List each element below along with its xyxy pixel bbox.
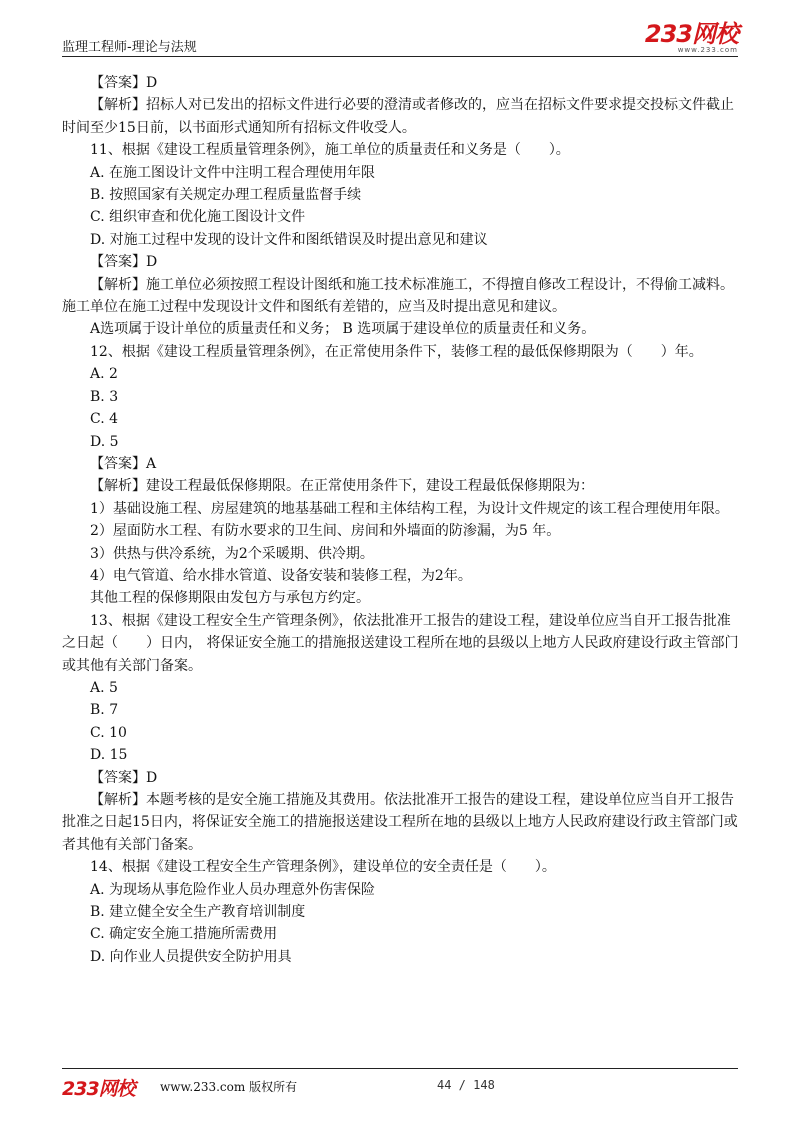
text-line: 【解析】施工单位必须按照工程设计图纸和施工技术标准施工，不得擅自修改工程设计，不得偷工减料。施工单位在施工过程中发现设计文件和图纸有差错的，应当及时提出意见和建议。	[62, 276, 734, 316]
text-line: C. 4	[90, 411, 119, 428]
brand-logo	[628, 22, 738, 54]
text-line: B. 按照国家有关规定办理工程质量监督手续	[90, 187, 362, 204]
text-line: A选项属于设计单位的质量责任和义务； B 选项属于建设单位的质量责任和义务。	[90, 321, 596, 338]
text-line: 【答案】D	[90, 254, 158, 271]
text-line: 【答案】D	[90, 769, 158, 786]
logo-url: www.233.com	[677, 46, 738, 54]
text-line: B. 3	[90, 388, 119, 405]
text-line: 11、根据《建设工程质量管理条例》，施工单位的质量责任和义务是（ ）。	[90, 142, 570, 159]
document-title: 监理工程师-理论与法规	[62, 40, 197, 55]
page-number: 44 / 148	[437, 1078, 495, 1092]
text-line: 1）基础设施工程、房屋建筑的地基基础工程和主体结构工程，为设计文件规定的该工程合理使用年限。	[90, 500, 729, 517]
text-line: D. 向作业人员提供安全防护用具	[90, 948, 292, 965]
text-line: 2）屋面防水工程、有防水要求的卫生间、房间和外墙面的防渗漏，为5 年。	[90, 523, 561, 540]
text-line: 【解析】本题考核的是安全施工措施及其费用。依法批准开工报告的建设工程，建设单位应当自开工报告批准之日起15日内，将保证安全施工的措施报送建设工程所在地的县级以上地方人民政府建设行政主管部门或者其他有关部门备案。	[62, 792, 738, 853]
text-line: 【解析】招标人对已发出的招标文件进行必要的澄清或者修改的，应当在招标文件要求提交投标文件截止时间至少15日前，以书面形式通知所有招标文件收受人。	[62, 97, 734, 136]
document-body	[62, 72, 742, 968]
text-line: D. 5	[90, 433, 119, 450]
text-line: 【答案】D	[90, 75, 158, 91]
text-line: D. 15	[90, 747, 128, 764]
page-footer	[62, 1072, 738, 1102]
logo-text: 233网校	[644, 20, 738, 48]
text-line: A. 5	[90, 679, 118, 696]
text-line: B. 7	[90, 702, 119, 719]
text-line: B. 建立健全安全生产教育培训制度	[90, 904, 306, 921]
text-line: 4）电气管道、给水排水管道、设备安装和装修工程，为2年。	[90, 567, 472, 584]
footer-logo: 233网校	[62, 1078, 135, 1100]
text-line: D. 对施工过程中发现的设计文件和图纸错误及时提出意见和建议	[90, 231, 488, 248]
header-divider	[62, 56, 738, 57]
text-line: C. 确定安全施工措施所需费用	[90, 926, 278, 943]
text-line: 3）供热与供冷系统，为2个采暖期、供冷期。	[90, 545, 374, 562]
text-line: 其他工程的保修期限由发包方与承包方约定。	[90, 590, 370, 607]
text-line: 14、根据《建设工程安全生产管理条例》，建设单位的安全责任是（ ）。	[90, 859, 556, 876]
footer-divider	[62, 1068, 738, 1069]
text-line: A. 2	[90, 366, 118, 383]
text-line: C. 组织审查和优化施工图设计文件	[90, 209, 306, 226]
text-line: A. 为现场从事危险作业人员办理意外伤害保险	[90, 881, 376, 898]
text-line: C. 10	[90, 724, 127, 741]
text-line: A. 在施工图设计文件中注明工程合理使用年限	[90, 164, 376, 181]
text-line: 【答案】A	[90, 455, 157, 472]
text-line: 12、根据《建设工程质量管理条例》，在正常使用条件下，装修工程的最低保修期限为（ ）年。	[90, 343, 703, 360]
text-line: 【解析】建设工程最低保修期限。在正常使用条件下，建设工程最低保修期限为：	[90, 478, 594, 495]
page-header	[62, 22, 738, 56]
text-line: 13、根据《建设工程安全生产管理条例》，依法批准开工报告的建设工程，建设单位应当自开工报告批准之日起（ ）日内， 将保证安全施工的措施报送建设工程所在地的县级以上地方人民政府建设行政主管部门或其他有关部门备案。	[62, 612, 739, 674]
copyright-text: www.233.com 版权所有	[160, 1080, 298, 1094]
